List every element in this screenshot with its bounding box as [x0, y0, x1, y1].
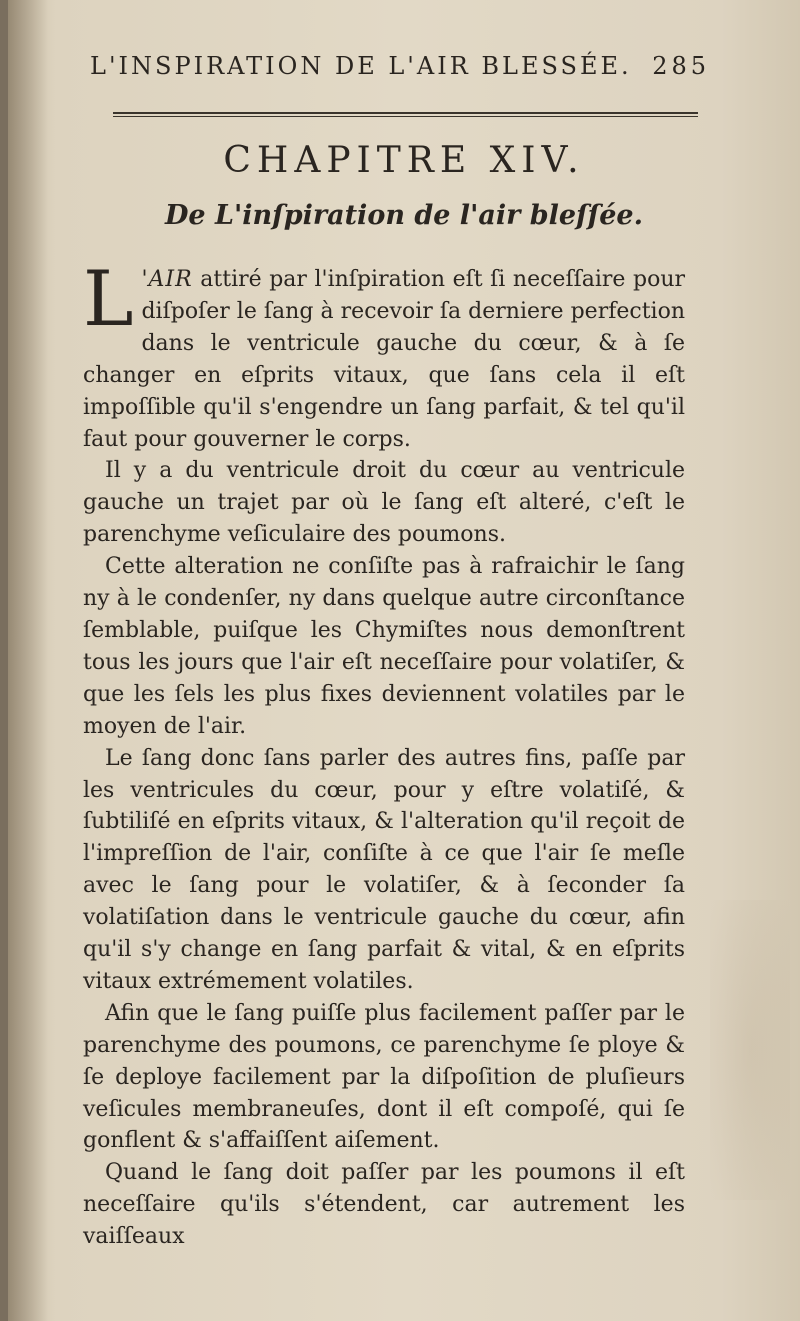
paragraph-1-text: attiré par l'inſpiration eſt ſi neceſſaire pour diſpoſer le ſang à recevoir ſa derniere perfection dans le ventricule gauche du cœur, & à ſe changer en eſprits vitaux, que ſans cela il eſt impoſſible qu'il s'engendre un ſang parfait, & tel qu'il faut pour gouverner le corps. — [83, 267, 686, 452]
drop-cap: L — [83, 254, 134, 343]
header-rule-thin — [113, 116, 698, 117]
chapter-subtitle: De L'inſpiration de l'air bleſſée. — [164, 200, 644, 231]
body-text — [83, 254, 686, 1253]
lead-word: 'AIR — [141, 267, 193, 292]
running-head — [90, 52, 710, 80]
paragraph-4: Le ſang donc ſans parler des autres fins, paſſe par les ventricules du cœur, pour y eſtre volatiſé, & ſubtiliſé en eſprits vitaux, & l'alteration qu'il reçoit de l'impreſſion de l'air, conſiſte à ce que l'air ſe meſle avec le ſang pour le volatiſer, & à ſeconder ſa volatiſation dans le ventricule gauche du cœur, afin qu'il s'y change en ſang parfait & vital, & en eſprits vitaux extrémement volatiles. — [83, 745, 685, 994]
page-number: 285 — [652, 52, 710, 80]
chapter-title: CHAPITRE XIV. — [223, 140, 585, 181]
paper-stain — [710, 900, 790, 1200]
header-rule — [113, 112, 698, 114]
paragraph-2: Il y a du ventricule droit du cœur au ventricule gauche un trajet par où le ſang eſt alteré, c'eſt le parenchyme veſiculaire des poumons. — [83, 458, 685, 548]
book-page — [8, 0, 800, 1321]
paragraph-3: Cette alteration ne conſiſte pas à rafraichir le ſang ny à le condenſer, ny dans quelque autre circonſtance ſemblable, puiſque les Chymiſtes nous demonſtrent tous les jours que l'air eſt neceſſaire pour volatiſer, & que les ſels les plus fixes deviennent volatiles par le moyen de l'air. — [83, 554, 685, 739]
paragraph-6: Quand le ſang doit paſſer par les poumons il eſt neceſſaire qu'ils s'étendent, car autrement les vaiſſeaux — [83, 1160, 685, 1250]
gutter-shadow — [8, 0, 48, 1321]
running-title: L'INSPIRATION DE L'AIR BLESSÉE. — [90, 52, 632, 80]
paragraph-5: Afin que le ſang puiſſe plus facilement paſſer par le parenchyme des poumons, ce parenchyme ſe ploye & ſe deploye facilement par la diſpoſition de pluſieurs veſicules membraneuſes, dont il eſt compoſé, qui ſe gonflent & s'affaiſſent aiſement. — [83, 1000, 685, 1154]
paragraph-1 — [83, 254, 686, 455]
